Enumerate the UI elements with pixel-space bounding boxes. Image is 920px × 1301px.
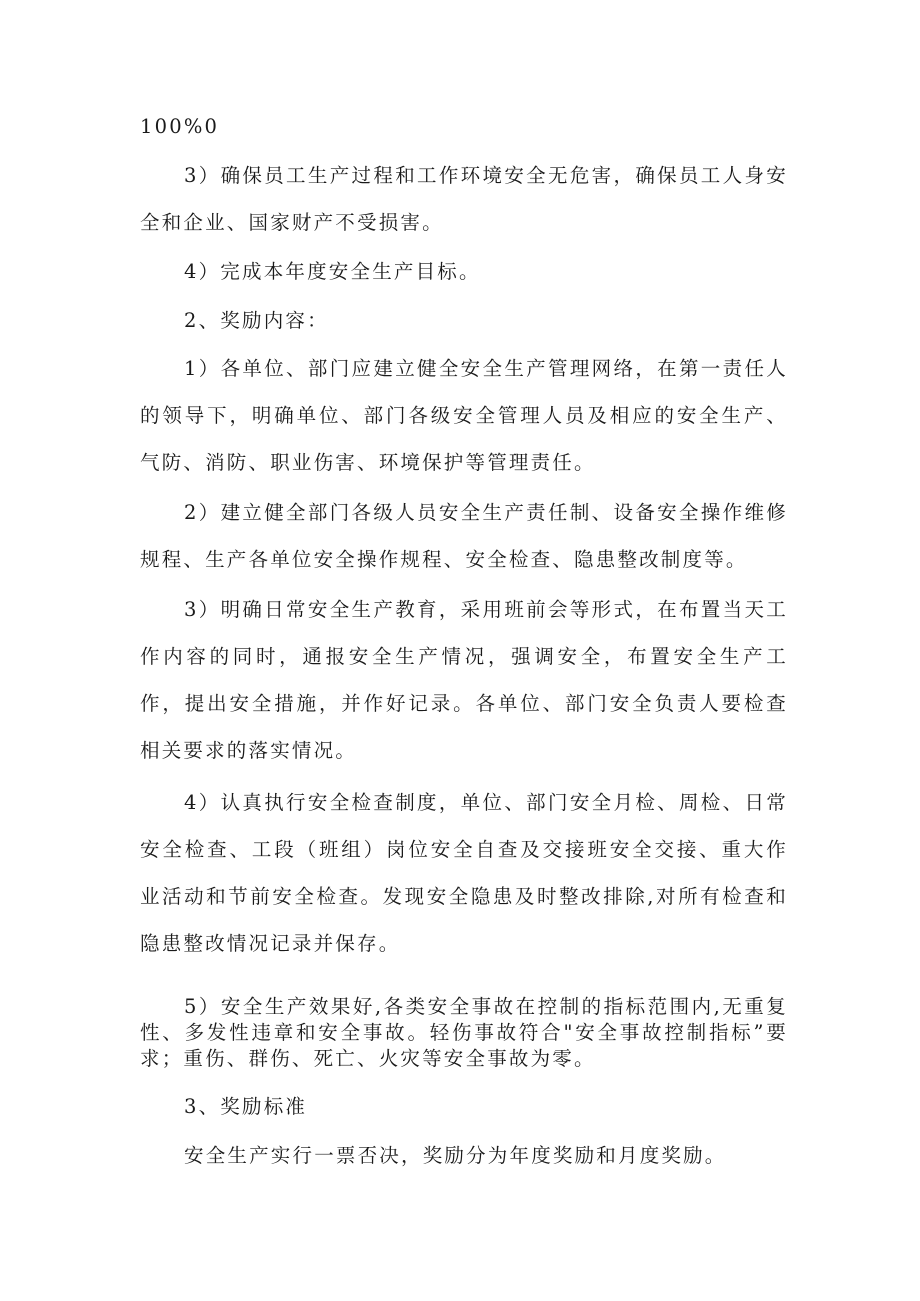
paragraph-item-3-safety: 3）确保员工生产过程和工作环境安全无危害，确保员工人身安全和企业、国家财产不受损害。: [140, 164, 788, 234]
paragraph-content-5: 5）安全生产效果好,各类安全事故在控制的指标范围内,无重复性、多发性违章和安全事故。轻伤事故符合"安全事故控制指标”要求；重伤、群伤、死亡、火灾等安全事故为零。: [140, 995, 788, 1070]
heading-reward-standard: 3、奖励标准: [184, 1095, 308, 1118]
paragraph-content-1: 1）各单位、部门应建立健全安全生产管理网络，在第一责任人的领导下，明确单位、部门各级安全管理人员及相应的安全生产、气防、消防、职业伤害、环境保护等管理责任。: [140, 357, 788, 474]
paragraph-standard: 安全生产实行一票否决，奖励分为年度奖励和月度奖励。: [184, 1144, 727, 1167]
heading-reward-content: 2、奖励内容：: [184, 309, 329, 332]
paragraph-content-4: 4）认真执行安全检查制度，单位、部门安全月检、周检、日常安全检查、工段（班组）岗位安全自查及交接班安全交接、重大作业活动和节前安全检查。发现安全隐患及时整改排除,对所有检查和隐患整改情况记录并保存。: [140, 791, 788, 955]
paragraph-item-4-target: 4）完成本年度安全生产目标。: [184, 260, 481, 283]
paragraph-content-3: 3）明确日常安全生产教育，采用班前会等形式，在布置当天工作内容的同时，通报安全生产情况，强调安全，布置安全生产工作，提出安全措施，并作好记录。各单位、部门安全负责人要检查相关要求的落实情况。: [140, 598, 788, 762]
paragraph-percent: 100%0: [140, 115, 220, 138]
paragraph-content-2: 2）建立健全部门各级人员安全生产责任制、设备安全操作维修规程、生产各单位安全操作规程、安全检查、隐患整改制度等。: [140, 501, 788, 571]
